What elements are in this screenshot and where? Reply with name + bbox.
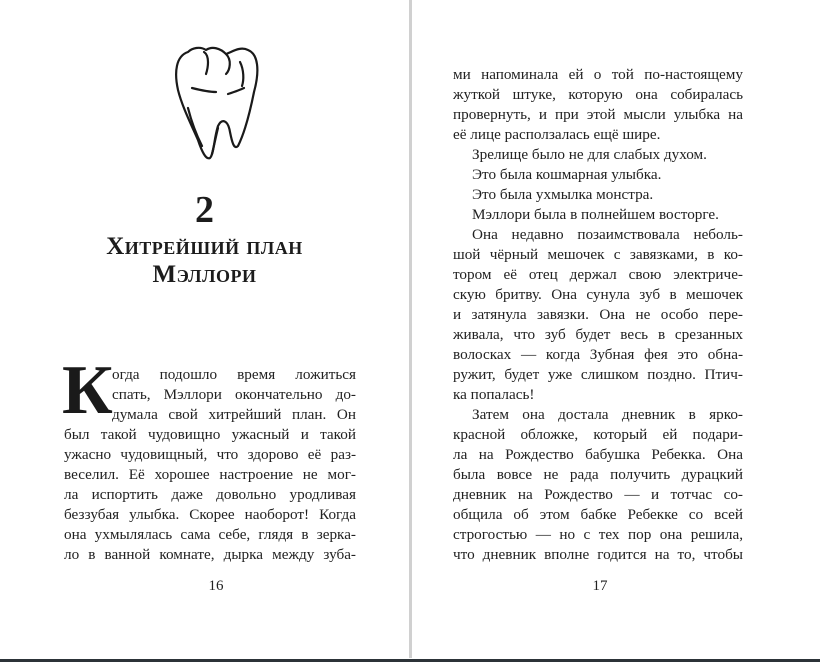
- text-line: спать, Мэллори окончательно до-: [112, 386, 356, 403]
- text-line: дневник на Рождество — и тотчас со-: [453, 486, 743, 503]
- text-line: Зрелище было не для слабых духом.: [472, 146, 707, 163]
- chapter-title-line-2: Мэллори: [152, 261, 257, 288]
- text-line: волосках — когда Зубная фея это обна-: [453, 346, 743, 363]
- text-line: жуткой штуке, которую она собиралась: [453, 86, 743, 103]
- text-line: строгостью — но с тех пор она решила,: [453, 526, 743, 543]
- text-line: огда подошло время ложиться: [112, 366, 356, 383]
- text-line: ружит, будет уже слишком поздно. Птич-: [453, 366, 743, 383]
- text-line: её лице расползалась ещё шире.: [453, 126, 661, 143]
- text-line: Это была ухмылка монстра.: [472, 186, 654, 203]
- text-line: скую бритву. Она сунула зуб в мешочек: [453, 286, 743, 303]
- text-line: тором её отец держал свою электриче-: [453, 266, 743, 283]
- text-line: Затем она достала дневник в ярко-: [472, 406, 743, 423]
- text-line: ми напоминала ей о той по-настоящему: [453, 66, 743, 83]
- text-line: провернуть, и при этой мысли улыбка на: [453, 106, 743, 123]
- text-line: был такой чудовищно ужасный и такой: [64, 426, 356, 443]
- tooth-icon: [168, 42, 264, 170]
- page-number-right: 17: [592, 578, 608, 594]
- text-line: ло в ванной комнате, дырка между зуба-: [64, 546, 356, 563]
- page-number-left: 16: [208, 578, 224, 594]
- chapter-title-line-1: Хитрейший план: [106, 233, 303, 260]
- text-line: была вовсе не рада получить дурацкий: [453, 466, 743, 483]
- text-line: Это была кошмарная улыбка.: [472, 166, 662, 183]
- text-line: думала свой хитрейший план. Он: [112, 406, 356, 423]
- text-line: она ухмылялась сама себе, глядя в зерка-: [64, 526, 356, 543]
- text-line: Мэллори была в полнейшем восторге.: [472, 206, 719, 223]
- text-line: ужасно чудовищный, что здорово её раз-: [64, 446, 356, 463]
- text-line: Она недавно позаимствовала неболь-: [472, 226, 743, 243]
- left-page: [0, 0, 409, 658]
- text-line: веселил. Её хорошее настроение не мог-: [64, 466, 356, 483]
- text-line: красной обложке, который ей подари-: [453, 426, 743, 443]
- drop-cap: К: [62, 352, 113, 429]
- text-line: ка попалась!: [453, 386, 535, 403]
- text-line: беззубая улыбка. Скорее наоборот! Когда: [64, 506, 356, 523]
- text-line: и затянула завязки. Она не особо пере-: [453, 306, 743, 323]
- text-line: ла испортить даже довольно уродливая: [64, 486, 356, 503]
- text-line: общила об этом бабке Ребекке со всей: [453, 506, 743, 523]
- right-body-text: [453, 65, 743, 565]
- text-line: шой чёрный мешочек с завязками, в ко-: [453, 246, 743, 263]
- text-line: что дневник вполне годится на то, чтобы: [453, 546, 743, 563]
- text-line: ла на Рождество бабушка Ребекка. Она: [453, 446, 743, 463]
- chapter-number: 2: [195, 189, 214, 231]
- text-line: живала, что зуб будет весь в срезанных: [453, 326, 743, 343]
- left-body-text: [64, 365, 356, 565]
